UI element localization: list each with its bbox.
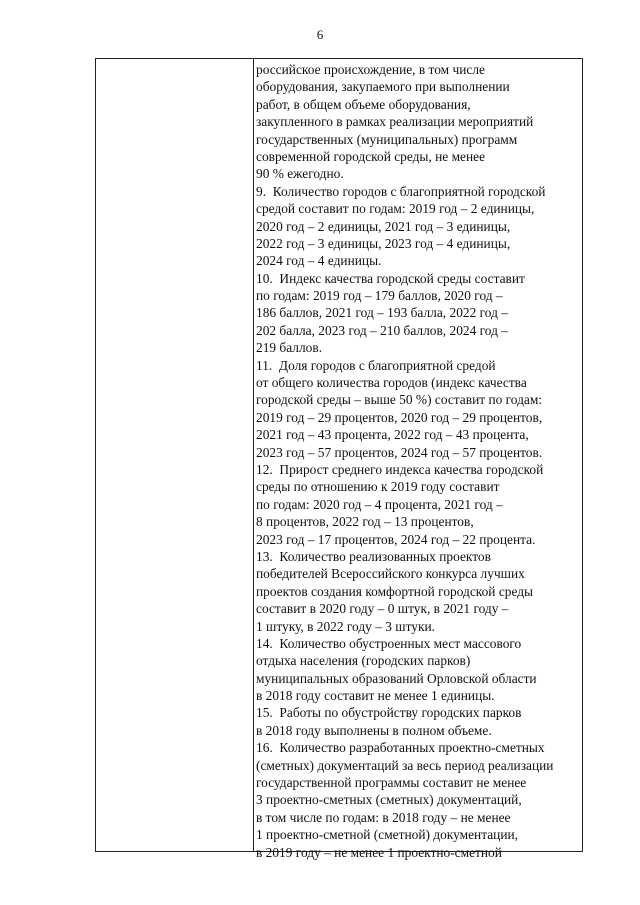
- text-line: муниципальных образований Орловской области: [256, 670, 537, 686]
- indicator-text: [256, 61, 553, 861]
- table-right-cell: [254, 59, 582, 860]
- text-line: оборудования, закупаемого при выполнении: [256, 79, 510, 95]
- text-line: от общего количества городов (индекс качества: [256, 375, 527, 391]
- text-line: в том числе по годам: в 2018 году – не менее: [256, 809, 511, 825]
- text-line: работ, в общем объеме оборудования,: [256, 96, 471, 112]
- text-line: средой составит по годам: 2019 год – 2 единицы,: [256, 201, 535, 217]
- table-left-cell: [96, 59, 254, 851]
- text-line: 1 проектно-сметной (сметной) документации,: [256, 827, 519, 843]
- text-line: 10. Индекс качества городской среды составит: [256, 270, 525, 286]
- text-line: (сметных) документаций за весь период реализации: [256, 757, 554, 773]
- text-line: в 2018 году составит не менее 1 единицы.: [256, 688, 495, 704]
- text-line: 186 баллов, 2021 год – 193 балла, 2022 год –: [256, 305, 508, 321]
- text-line: 202 балла, 2023 год – 210 баллов, 2024 год –: [256, 322, 508, 338]
- text-line: 2020 год – 2 единицы, 2021 год – 3 единицы,: [256, 218, 511, 234]
- text-line: победителей Всероссийского конкурса лучших: [256, 566, 525, 582]
- text-line: государственных (муниципальных) программ: [256, 131, 518, 147]
- text-line: 2019 год – 29 процентов, 2020 год – 29 процентов,: [256, 409, 543, 425]
- text-line: составит в 2020 году – 0 штук, в 2021 году –: [256, 601, 509, 617]
- text-line: 9. Количество городов с благоприятной городской: [256, 183, 546, 199]
- text-line: 1 штуку, в 2022 году – 3 штуки.: [256, 618, 435, 634]
- text-line: в 2019 году – не менее 1 проектно-сметной: [256, 844, 502, 860]
- text-line: 11. Доля городов с благоприятной средой: [256, 357, 496, 373]
- text-line: современной городской среды, не менее: [256, 148, 486, 164]
- text-line: 3 проектно-сметных (сметных) документаций,: [256, 792, 522, 808]
- text-line: проектов создания комфортной городской среды: [256, 583, 534, 599]
- text-line: городской среды – выше 50 %) составит по годам:: [256, 392, 543, 408]
- text-line: государственной программы составит не менее: [256, 775, 527, 791]
- text-line: 13. Количество реализованных проектов: [256, 548, 491, 564]
- text-line: закупленного в рамках реализации мероприятий: [256, 114, 534, 130]
- text-line: 2024 год – 4 единицы.: [256, 253, 382, 269]
- text-line: по годам: 2020 год – 4 процента, 2021 год –: [256, 496, 503, 512]
- text-line: в 2018 году выполнены в полном объеме.: [256, 722, 492, 738]
- text-line: 90 % ежегодно.: [256, 166, 344, 182]
- text-line: 2021 год – 43 процента, 2022 год – 43 процента,: [256, 427, 529, 443]
- text-line: 219 баллов.: [256, 340, 323, 356]
- text-line: 8 процентов, 2022 год – 13 процентов,: [256, 514, 474, 530]
- text-line: 15. Работы по обустройству городских парков: [256, 705, 522, 721]
- text-line: 2023 год – 57 процентов, 2024 год – 57 процентов.: [256, 444, 543, 460]
- page-number: 6: [316, 27, 324, 42]
- text-line: 2023 год – 17 процентов, 2024 год – 22 процента.: [256, 531, 536, 547]
- text-line: 12. Прирост среднего индекса качества городской: [256, 461, 544, 477]
- text-line: российское происхождение, в том числе: [256, 62, 485, 77]
- text-line: по годам: 2019 год – 179 баллов, 2020 год –: [256, 288, 503, 304]
- text-line: 16. Количество разработанных проектно-сметных: [256, 740, 545, 756]
- document-table: [95, 58, 583, 860]
- text-line: 2022 год – 3 единицы, 2023 год – 4 единицы,: [256, 235, 511, 251]
- text-line: 14. Количество обустроенных мест массового: [256, 635, 522, 651]
- text-line: среды по отношению к 2019 году составит: [256, 479, 500, 495]
- text-line: отдыха населения (городских парков): [256, 653, 471, 669]
